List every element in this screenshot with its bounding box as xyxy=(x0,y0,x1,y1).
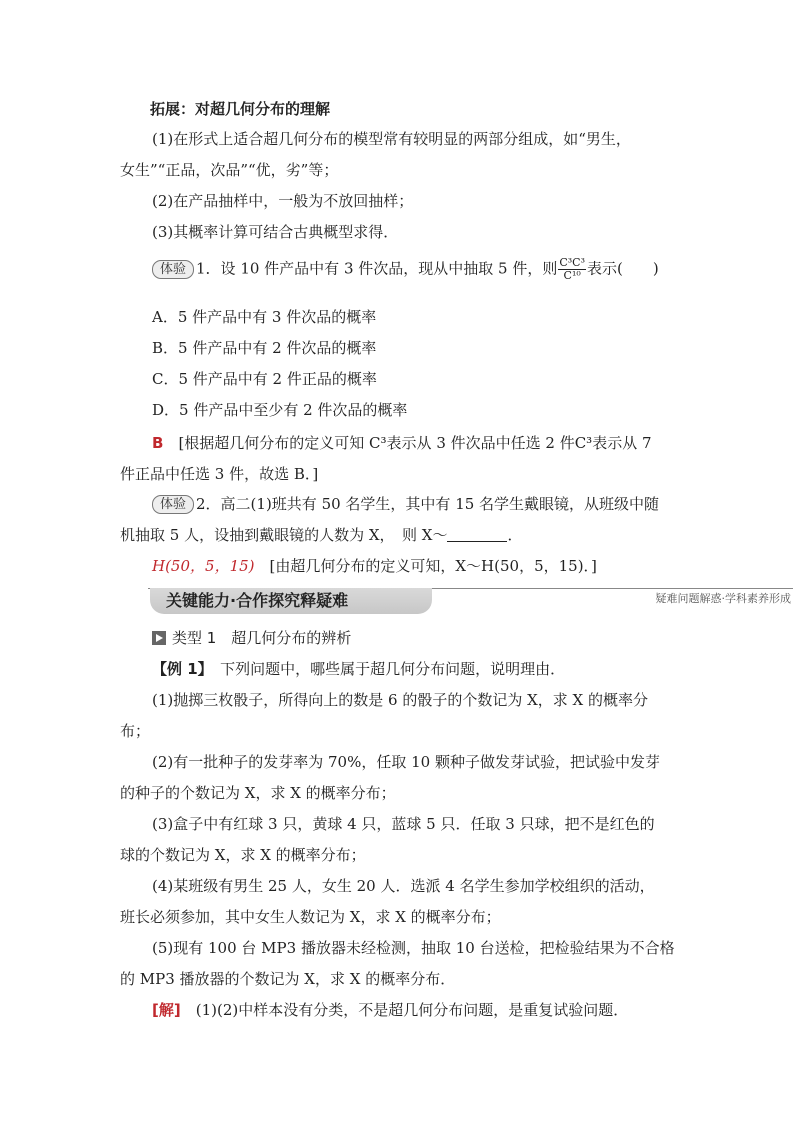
example-line-9: (5)现有 100 台 MP3 播放器未经检测，抽取 10 台送检，把检验结果为不合格 xyxy=(152,939,675,957)
example-label: 【例 1】 xyxy=(152,660,206,678)
experience-2-answer: H(50，5，15) [由超几何分布的定义可知，X～H(50，5，15)．] xyxy=(152,557,597,575)
solution-label: [解] xyxy=(152,1001,181,1019)
extension-point-3: (3)其概率计算可结合古典概型求得． xyxy=(152,223,399,241)
option-b: B．5 件产品中有 2 件次品的概率 xyxy=(152,339,377,357)
option-a: A．5 件产品中有 3 件次品的概率 xyxy=(152,308,377,326)
extension-title: 拓展：对超几何分布的理解 xyxy=(150,100,331,118)
answer-label: B xyxy=(152,434,164,452)
combination-fraction: $\frac{\text{C³C³}}{\text{C¹⁰}}$ xyxy=(559,256,585,282)
experience-tag: 体验 xyxy=(152,495,194,514)
example-line-10: 的 MP3 播放器的个数记为 X，求 X 的概率分布． xyxy=(120,970,456,988)
type-1-heading: 类型 1 超几何分布的辨析 xyxy=(152,627,351,648)
answer-blank xyxy=(447,527,507,542)
section-title: 关键能力·合作探究释疑难 xyxy=(150,588,432,614)
extension-point-2: (2)在产品抽样中，一般为不放回抽样； xyxy=(152,192,414,210)
example-line-6: 球的个数记为 X，求 X 的概率分布； xyxy=(120,846,366,864)
option-c: C．5 件产品中有 2 件正品的概率 xyxy=(152,370,377,388)
example-line-4: 的种子的个数记为 X，求 X 的概率分布； xyxy=(120,784,396,802)
experience-tag: 体验 xyxy=(152,260,194,279)
solution: [解] (1)(2)中样本没有分类，不是超几何分布问题，是重复试验问题． xyxy=(152,1001,629,1019)
play-triangle-icon xyxy=(152,631,166,645)
example-line-7: (4)某班级有男生 25 人，女生 20 人．选派 4 名学生参加学校组织的活动， xyxy=(152,877,655,895)
section-subtitle: 疑难问题解惑·学科素养形成 xyxy=(655,592,791,605)
option-d: D．5 件产品中至少有 2 件次品的概率 xyxy=(152,401,408,419)
experience-2-stem-cont: 机抽取 5 人，设抽到戴眼镜的人数为 X， 则 X～ ． xyxy=(120,526,523,544)
example-line-1: (1)抛掷三枚骰子，所得向上的数是 6 的骰子的个数记为 X，求 X 的概率分 xyxy=(152,691,648,709)
example-1-stem: 【例 1】 下列问题中，哪些属于超几何分布问题，说明理由． xyxy=(152,660,566,678)
answer-label: H(50，5，15) xyxy=(152,557,255,575)
section-band xyxy=(148,586,793,610)
example-line-5: (3)盒子中有红球 3 只，黄球 4 只，蓝球 5 只．任取 3 只球，把不是红色的 xyxy=(152,815,655,833)
experience-2-stem: 体验 2．高二(1)班共有 50 名学生，其中有 15 名学生戴眼镜，从班级中随 xyxy=(152,493,659,514)
example-line-8: 班长必须参加，其中女生人数记为 X，求 X 的概率分布； xyxy=(120,908,501,926)
experience-1-stem: 体验 1．设 10 件产品中有 3 件次品，现从中抽取 5 件，则 $\frac{\text{C³C³}}{\text{C¹⁰}}$ 表示( ) xyxy=(152,257,659,282)
experience-1-explanation-cont: 件正品中任选 3 件，故选 B．] xyxy=(120,465,319,483)
extension-point-1a: (1)在形式上适合超几何分布的模型常有较明显的两部分组成，如“男生， xyxy=(152,130,631,148)
example-line-3: (2)有一批种子的发芽率为 70%，任取 10 颗种子做发芽试验，把试验中发芽 xyxy=(152,753,660,771)
experience-1-explanation: B [根据超几何分布的定义可知 C³表示从 3 件次品中任选 2 件C³表示从 7 xyxy=(152,434,652,452)
example-line-2: 布； xyxy=(120,722,151,740)
extension-point-1b: 女生”“正品，次品”“优，劣”等； xyxy=(120,161,339,179)
